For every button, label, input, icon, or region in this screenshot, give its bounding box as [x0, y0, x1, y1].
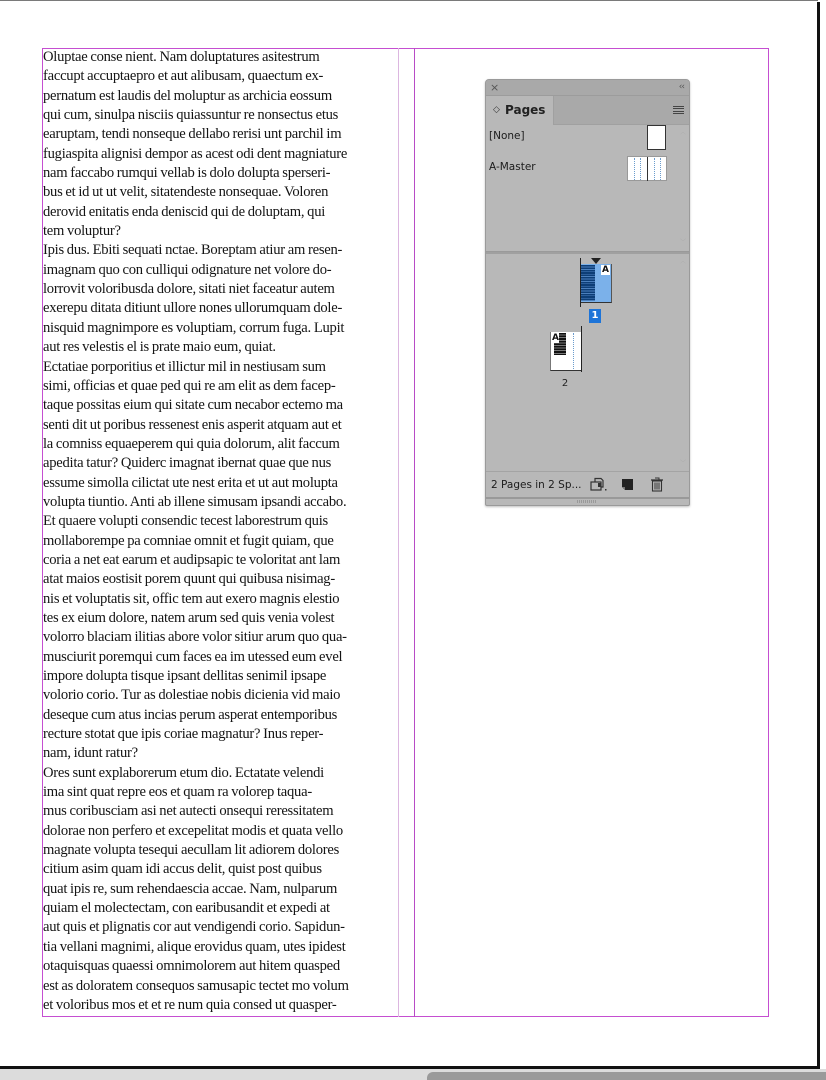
page-shadow-right: [817, 2, 820, 1068]
page-number-2[interactable]: 2: [561, 378, 569, 389]
story-line: impore dolupta tisque ipsant dellitas senimil ipsape: [43, 668, 327, 684]
story-line: la comniss equaeperem qui quia dolorum, alit faccum: [43, 435, 340, 452]
story-line: Oluptae conse nient. Nam doluptatures asitestrum: [43, 49, 320, 65]
story-line: simi, officias et quae ped qui re am elit as dem facep-: [43, 377, 336, 394]
close-icon[interactable]: ×: [490, 81, 500, 94]
story-line: nis et voluptatis sit, offic tem aut exero magnis elestio: [43, 590, 340, 607]
story-line: tia vellani magnimi, alique erovidus quam, utes ipidest: [43, 938, 346, 955]
page-count-status: 2 Pages in 2 Sp...: [491, 479, 582, 491]
story-line: volorro blaciam ilitias abore volor sitiur arum quo qua-: [43, 629, 347, 646]
story-line: atat maios eostisit porem quunt qui quibusa nisimag-: [43, 571, 335, 588]
story-line: magnate volupta tesequi aecullam lit adiorem dolores: [43, 842, 340, 859]
master-thumbnail-none[interactable]: [647, 125, 666, 150]
tab-label: Pages: [505, 103, 546, 117]
new-page-icon[interactable]: [621, 477, 637, 492]
story-line: faccupt accuptaepro et aut alibusam, quaectum ex-: [43, 68, 324, 85]
column-guide: [414, 48, 415, 1017]
master-thumbnail-a[interactable]: [627, 156, 667, 181]
scroll-up-icon[interactable]: ︿: [679, 258, 686, 265]
story-line: et voloribus mos et et re num quia consed ut quasper-: [43, 996, 337, 1013]
story-line: ima sint quat repre eos et quam ra volorep taqua-: [43, 784, 312, 801]
horizontal-scrollbar-thumb[interactable]: [427, 1072, 826, 1080]
pages-section: [486, 254, 689, 470]
pasteboard: [820, 0, 826, 1069]
story-text[interactable]: [43, 48, 399, 1015]
story-line: apedita tatur? Quiderc imagnat ibernat quae que nus: [43, 455, 332, 472]
story-line: coria a net eat earum et audipsapic te voloritat ant lam: [43, 551, 341, 568]
story-line: quiam el molectectam, con earibusandit et expedi at: [43, 900, 330, 917]
story-line: derovid enitatis enda deniscid qui de doluptam, qui: [43, 203, 326, 220]
story-line: Ectatiae porporitius et illictur mil in nestiusam sum: [43, 358, 326, 375]
master-item-a-master[interactable]: [486, 156, 689, 184]
edit-page-size-icon[interactable]: [590, 477, 606, 492]
story-line: volupta tiuntio. Anti ab illene simusam ipsandi accabo.: [43, 493, 347, 510]
story-line: nam, idunt ratur?: [43, 745, 138, 762]
page-top-edge: [0, 0, 818, 1]
story-line: bus et id ut ut velit, sitatendeste nonsequae. Voloren: [43, 184, 329, 201]
story-line: recture stotat que ipis coriae magnatur? Inus reper-: [43, 726, 324, 743]
scroll-down-icon[interactable]: ﹀: [679, 460, 686, 467]
story-line: imagnam quo con culliqui odignature net volore do-: [43, 261, 332, 278]
story-line: Et quaere volupti consendic tecest laborestrum quis: [43, 513, 328, 530]
story-line: tem voluptur?: [43, 223, 121, 240]
story-line: dolorae non perfero et excepelitat modis et quata vello: [43, 822, 343, 839]
story-line: earuptam, tendi nonseque dellabo rerisi unt parchil im: [43, 126, 342, 143]
panel-tabbar: [486, 96, 689, 125]
master-prefix-badge: A: [552, 333, 559, 343]
masters-section: [486, 125, 689, 250]
scroll-up-icon[interactable]: ︿: [679, 129, 686, 136]
story-line: exerepu ditata ditiunt ullore nones ullorumquam dole-: [43, 300, 343, 317]
panel-menu-icon[interactable]: [673, 106, 684, 114]
story-line: taque possitas eium qui sitate cum necabor ectemo ma: [43, 397, 343, 414]
story-line: nisquid magnimpore es voluptiam, corrum fuga. Lupit: [43, 319, 345, 336]
master-label: [None]: [489, 130, 525, 142]
story-line: musciurit poremqui cum faces ea im utessed eum evel: [43, 648, 343, 665]
story-line: Ipis dus. Ebiti sequati nctae. Boreptam atiur am resen-: [43, 242, 343, 259]
story-line: qui cum, sinulpa nisciis quiassuntur re nonsectus etus: [43, 107, 339, 124]
collapse-icon[interactable]: ‹‹: [678, 82, 684, 92]
spread-spine: [581, 326, 582, 372]
panel-resize-grip[interactable]: [486, 497, 689, 507]
master-label: A-Master: [489, 161, 536, 173]
story-line: senti dit ut poribus ressenest enis asperit atquam aut et: [43, 416, 342, 433]
story-line: fugiaspita alignisi dempor as acest odi dent magniature: [43, 145, 348, 162]
master-prefix-badge: A: [602, 265, 609, 275]
story-line: aut quis et plignatis cor aut vendigendi corio. Sapidun-: [43, 919, 345, 936]
story-line: deseque cum atus incias perum asperat entemporibus: [43, 706, 338, 723]
panel-footer: [486, 471, 689, 497]
story-line: quat ipis re, sum rehendaescia accae. Nam, nulparum: [43, 880, 338, 897]
story-line: Ores sunt explaborerum etum dio. Ectatate velendi: [43, 764, 324, 781]
master-item-none[interactable]: [486, 125, 689, 153]
story-line: lorrovit voloribusda dolore, sitati niet faceatur autem: [43, 281, 335, 298]
story-line: mollaborempe pa comniae omnit et fugit quiam, que: [43, 532, 334, 549]
story-line: pernatum est laudis del moluptur as archicia eossum: [43, 87, 332, 104]
story-line: citium asim quam idi accus delit, quist post quibus: [43, 861, 322, 878]
story-line: otaquisquas quaessi omnimolorem aut hitem quasped: [43, 958, 340, 975]
pages-panel: [485, 79, 690, 506]
story-line: aut res velestis el is prate maio eum, quiat.: [43, 339, 276, 356]
page-number-1[interactable]: 1: [589, 309, 601, 323]
story-line: tes ex eium dolore, natem arum sed quis venia volest: [43, 609, 335, 626]
story-line: essume simolla cilictat ute nest erita et ut aut molupta: [43, 474, 338, 491]
panel-titlebar[interactable]: [486, 80, 689, 96]
trash-icon[interactable]: [650, 477, 666, 492]
page-thumbnail-2[interactable]: [550, 332, 581, 371]
scroll-down-icon[interactable]: ﹀: [679, 239, 686, 246]
story-line: est as doloratem consequos samusapic tectet mo volum: [43, 977, 349, 994]
page-thumbnail-1[interactable]: [581, 264, 612, 303]
story-line: nam faccabo rumqui vellab is dolo dolupta sperseri-: [43, 165, 331, 182]
story-line: mus coribusciam asi net autecti onsequi reressitatem: [43, 803, 334, 820]
tab-expand-arrows-icon: ◇: [493, 105, 500, 115]
tab-pages[interactable]: [486, 96, 554, 125]
story-line: volorio corio. Tur as dolestiae nobis dicienia vid maio: [43, 687, 341, 704]
